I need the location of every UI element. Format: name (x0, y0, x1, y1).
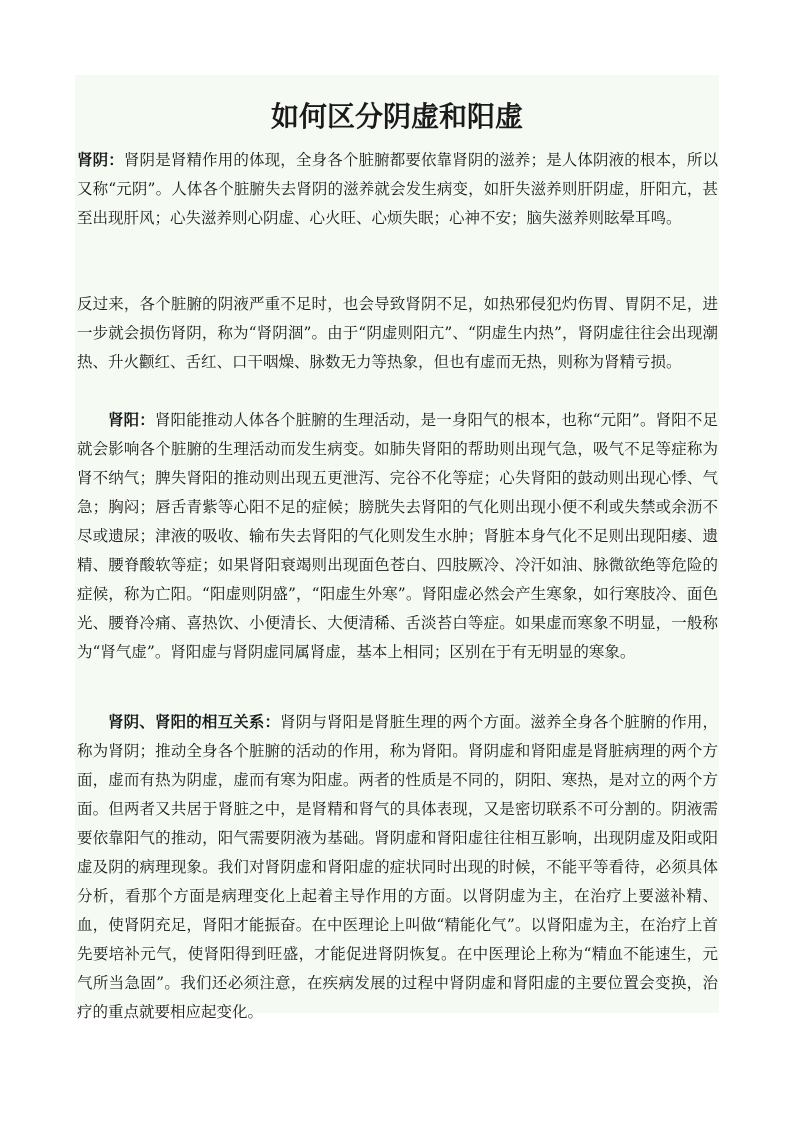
paragraph-relationship (77, 708, 718, 1027)
paragraph-lead: 肾阳： (108, 411, 155, 429)
paragraph-kidney-yin (77, 146, 718, 233)
paragraph-kidney-yang (77, 406, 718, 667)
paragraph-text: 肾阴与肾阳是肾脏生理的两个方面。滋养全身各个脏腑的作用，称为肾阴；推动全身各个脏腑的活动的作用，称为肾阳。肾阴虚和肾阳虚是肾脏病理的两个方面，虚而有热为阴虚，虚而有寒为阳虚。两者的性质是不同的，阴阳、寒热，是对立的两个方面。但两者又共居于肾脏之中，是肾精和肾气的具体表现，又是密切联系不可分割的。阴液需要依靠阳气的推动，阳气需要阴液为基础。肾阴虚和肾阳虚往往相互影响，出现阴虚及阳或阳虚及阴的病理现象。我们对肾阴虚和肾阳虚的症状同时出现的时候，不能平等看待，必须具体分析，看那个方面是病理变化上起着主导作用的方面。以肾阴虚为主，在治疗上要滋补精、血，使肾阴充足，肾阳才能振奋。在中医理论上叫做“精能化气”。以肾阳虚为主，在治疗上首先要培补元气，使肾阳得到旺盛，才能促进肾阴恢复。在中医理论上称为“精血不能速生，元气所当急固”。我们还必须注意，在疾病发展的过程中肾阴虚和肾阳虚的主要位置会变换，治疗的重点就要相应起变化。 (77, 713, 718, 1021)
paragraph-yin-deficiency (77, 290, 718, 377)
paragraph-text: 肾阳能推动人体各个脏腑的生理活动，是一身阳气的根本，也称“元阳”。肾阳不足就会影响各个脏腑的生理活动而发生病变。如肺失肾阳的帮助则出现气急，吸气不足等症称为肾不纳气；脾失肾阳的推动则出现五更泄泻、完谷不化等症；心失肾阳的鼓动则出现心悸、气急；胸闷；唇舌青紫等心阳不足的症候；膀胱失去肾阳的气化则出现小便不利或失禁或余沥不尽或遗尿；津液的吸收、输布失去肾阳的气化则发生水肿；肾脏本身气化不足则出现阳痿、遗精、腰脊酸软等症；如果肾阳衰竭则出现面色苍白、四肢厥冷、冷汗如油、脉微欲绝等危险的症候，称为亡阳。“阳虚则阴盛”，“阳虚生外寒”。肾阳虚必然会产生寒象，如行寒肢冷、面色 光、腰脊冷痛、喜热饮、小便清长、大便清稀、舌淡苔白等症。如果虚而寒象不明显，一般称为“肾气虚”。肾阳虚与肾阴虚同属肾虚，基本上相同；区别在于有无明显的寒象。 (77, 411, 718, 661)
paragraph-lead: 肾阴、肾阳的相互关系： (108, 713, 281, 731)
paragraph-lead: 肾阴： (77, 151, 124, 169)
page-title: 如何区分阴虚和阳虚 (270, 99, 523, 133)
paragraph-text: 肾阴是肾精作用的体现，全身各个脏腑都要依靠肾阴的滋养；是人体阴液的根本，所以又称“元阴”。人体各个脏腑失去肾阴的滋养就会发生病变，如肝失滋养则肝阴虚，肝阳亢，甚至出现肝风；心失滋养则心阴虚、心火旺、心烦失眠；心神不安；脑失滋养则眩晕耳鸣。 (77, 151, 718, 227)
paragraph-text: 反过来，各个脏腑的阴液严重不足时，也会导致肾阴不足，如热邪侵犯灼伤胃、胃阴不足，进一步就会损伤肾阴，称为“肾阴涸”。由于“阴虚则阳亢”、“阴虚生内热”，肾阴虚往往会出现潮热、升火颧红、舌红、口干咽燥、脉数无力等热象，但也有虚而无热，则称为肾精亏损。 (77, 295, 718, 371)
